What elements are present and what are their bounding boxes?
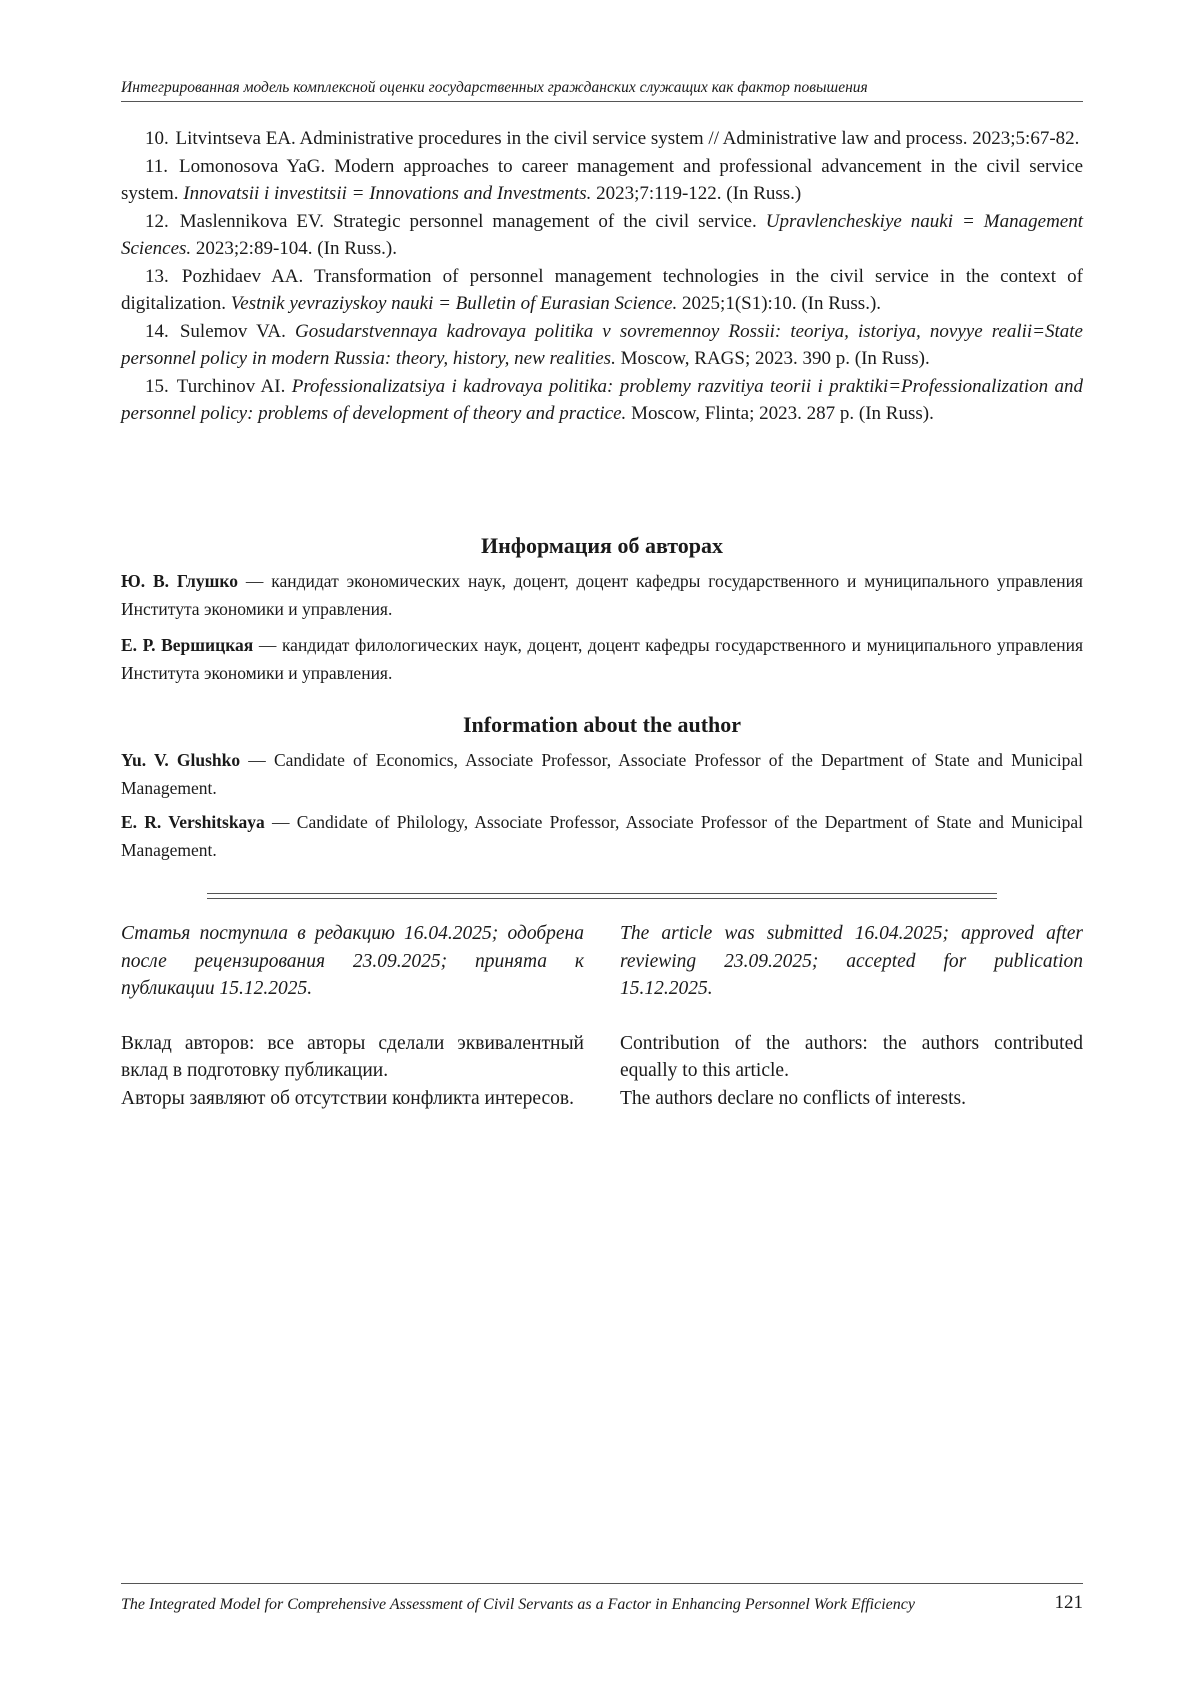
reference-details: Moscow, RAGS; 2023. 390 p. (In Russ). <box>615 348 930 369</box>
author-name: Е. Р. Вершицкая <box>121 635 254 655</box>
reference-item <box>121 208 1083 263</box>
reference-details: Moscow, Flinta; 2023. 287 p. (In Russ). <box>626 403 934 424</box>
contribution-en: Contribution of the authors: the authors contributed equally to this article. <box>620 1032 1083 1081</box>
reference-text: Litvintseva EA. Administrative procedures in the civil service system // Administrative law and process. 2023;5:67-82. <box>175 128 1080 149</box>
authors-heading-ru: Информация об авторах <box>480 533 724 558</box>
reference-text: Maslennikova EV. Strategic personnel management of the civil service. <box>179 210 766 232</box>
reference-source: Vestnik yevraziyskoy nauki = Bulletin of Eurasian Science. <box>230 293 678 314</box>
reference-number: 10. <box>145 128 169 149</box>
reference-list <box>121 125 1083 428</box>
reference-item <box>121 318 1083 373</box>
reference-text: Turchinov AI. <box>176 375 292 397</box>
reference-source: Professionalizatsiya i kadrovaya politika: problemy razvitiya teorii i praktiki=Professionalization and personnel policy: problems of development of theory and practice. <box>121 375 1083 424</box>
author-info-en <box>121 809 1083 864</box>
double-rule-divider <box>207 893 997 899</box>
reference-source: Gosudarstvennaya kadrovaya politika v sovremennoy Rossii: teoriya, istoriya, novyye realii=State personnel policy in modern Russia: theory, history, new realities. <box>121 320 1083 369</box>
author-description: — Candidate of Economics, Associate Professor, Associate Professor of the Department of State and Municipal Management. <box>121 750 1084 798</box>
reference-number: 12. <box>145 210 169 232</box>
author-info-ru <box>121 632 1083 687</box>
article-info-ru <box>121 920 584 1112</box>
reference-number: 13. <box>145 265 169 287</box>
author-info-en <box>121 747 1083 802</box>
running-footer <box>121 1583 1083 1616</box>
reference-source: Upravlencheskiye nauki = Management Sciences. <box>121 210 1084 259</box>
conflict-ru: Авторы заявляют об отсутствии конфликта интересов. <box>121 1087 574 1109</box>
article-dates-ru: Статья поступила в редакцию 16.04.2025; одобрена после рецензирования 23.09.2025; принята к публикации 15.12.2025. <box>121 923 584 999</box>
article-info-en <box>620 920 1083 1112</box>
article-dates-en: The article was submitted 16.04.2025; approved after reviewing 23.09.2025; accepted for publication 15.12.2025. <box>620 923 1083 999</box>
reference-details: 2023;7:119-122. (In Russ.) <box>591 183 802 204</box>
reference-text: Sulemov VA. <box>179 320 295 342</box>
author-description: — кандидат экономических наук, доцент, доцент кафедры государственного и муниципального управления Института экономики и управления. <box>121 571 1083 619</box>
reference-details: 2023;2:89-104. (In Russ.). <box>191 238 397 259</box>
footer-title: The Integrated Model for Comprehensive Assessment of Civil Servants as a Factor in Enhancing Personnel Work Efficiency <box>121 1596 915 1613</box>
reference-number: 15. <box>145 375 169 397</box>
reference-number: 14. <box>145 320 169 342</box>
reference-item <box>121 153 1083 208</box>
reference-item <box>121 263 1083 318</box>
author-name: Yu. V. Glushko <box>121 750 241 770</box>
author-info-ru <box>121 568 1083 623</box>
authors-heading-en: Information about the author <box>462 712 742 737</box>
author-description: — Candidate of Philology, Associate Professor, Associate Professor of the Department of State and Municipal Management. <box>121 812 1083 860</box>
reference-details: 2025;1(S1):10. (In Russ.). <box>677 293 882 314</box>
reference-item <box>121 373 1083 428</box>
running-header: Интегрированная модель комплексной оценки государственных гражданских служащих как фактор повышения <box>121 78 1083 102</box>
reference-source: Innovatsii i investitsii = Innovations and Investments. <box>183 183 592 204</box>
conflict-en: The authors declare no conflicts of interests. <box>620 1087 967 1109</box>
page-number: 121 <box>1054 1592 1083 1613</box>
reference-item <box>121 125 1083 153</box>
author-name: Ю. В. Глушко <box>121 571 238 591</box>
reference-text: Pozhidaev AA. Transformation of personnel management technologies in the civil service in the context of digitalization. <box>121 265 1084 314</box>
contribution-ru: Вклад авторов: все авторы сделали эквивалентный вклад в подготовку публикации. <box>121 1032 584 1081</box>
reference-number: 11. <box>145 155 169 177</box>
reference-text: Lomonosova YaG. Modern approaches to career management and professional advancement in the civil service system. <box>121 155 1084 204</box>
author-name: E. R. Vershitskaya <box>121 812 265 832</box>
author-description: — кандидат филологических наук, доцент, доцент кафедры государственного и муниципального управления Института экономики и управления. <box>121 635 1084 683</box>
